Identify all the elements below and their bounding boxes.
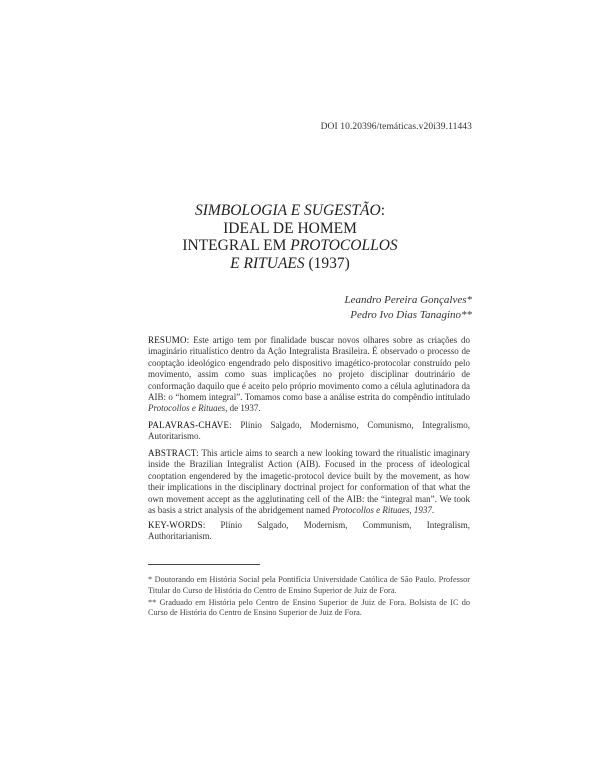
- title-line-1: [140, 202, 440, 220]
- keywords-paragraph: [148, 520, 470, 543]
- title-line-4: [140, 255, 440, 273]
- palavras-chave-text: : Plínio Salgado, Modernismo, Comunismo, Integralismo, Autoritarismo.: [148, 420, 470, 442]
- doi-line: DOI 10.20396/temáticas.v20i39.11443: [320, 122, 472, 132]
- footnote-divider: [148, 564, 260, 565]
- abstract-text: This article aims to search a new looking toward the ritualistic imaginary inside the Brazilian Integralist Action (AIB). Focused in the process of ideological cooptation engendered by the imagetic-protocol device built by the movement, as how their implications in the disciplinary doctrinal project for conformation of that what the own movement accept as the agglutinating cell of the AIB: the “integral man”. We took as basis a strict analysis of the abridgement named: [148, 448, 470, 516]
- abstract-italic: Protocollos e Rituaes, 1937: [332, 505, 432, 516]
- title-line-2: IDEAL DE HOMEM: [223, 219, 357, 237]
- title-line-3-italic: PROTOCOLLOS: [290, 237, 398, 254]
- title-line-4-suffix: (1937): [304, 254, 350, 272]
- resumo-label: RESUMO:: [148, 335, 190, 345]
- title-line-1-colon: :: [380, 202, 385, 219]
- palavras-chave-label: PALAVRAS-CHAVE: [148, 420, 230, 430]
- title-line-3-prefix: INTEGRAL EM: [182, 237, 291, 254]
- footnotes: [148, 575, 470, 620]
- article-title: [140, 202, 440, 272]
- abstract-label: ABSTRACT:: [148, 448, 199, 458]
- author-name: Pedro Ivo Dias Tanagino**: [350, 309, 472, 321]
- abstract-tail: .: [431, 505, 435, 516]
- title-line-1-italic: SIMBOLOGIA E SUGESTÃO: [194, 202, 381, 219]
- title-line-3: [140, 237, 440, 255]
- title-line-4-italic: E RITUAES: [230, 254, 305, 272]
- resumo-paragraph: [148, 335, 470, 415]
- resumo-italic: Protocollos e Rituaes: [148, 403, 226, 414]
- keywords-label: KEY-WORDS: [148, 520, 203, 530]
- abstract-paragraph: [148, 448, 470, 516]
- palavras-chave-paragraph: [148, 420, 470, 443]
- resumo-text: Este artigo tem por finalidade buscar novos olhares sobre as criações do imaginário ritualístico dentro da Ação Integralista Brasileira. É observado o processo de cooptação ideológico engendrado pelo dispositivo imagético-protocolar construído pelo movimento, assim como suas implicações no projeto disciplinar doutrinário de conformação daquilo que é aceito pelo próprio movimento como a célula aglutinadora da AIB: o “homem integral”. Tomamos como base a análise estrita do compêndio intitulado: [148, 335, 470, 403]
- resumo-tail: , de 1937.: [225, 403, 261, 414]
- author-list: [345, 293, 473, 323]
- footnote: * Doutorando em História Social pela Pontifícia Universidade Católica de São Paulo. Professor Titular do Curso de História do Centro de Ensino Superior de Juiz de Fora.: [148, 575, 470, 595]
- footnote: ** Graduado em História pelo Centro de Ensino Superior de Juiz de Fora. Bolsista de IC do Curso de História do Centro de Ensino Superior de Juiz de Fora.: [148, 597, 470, 618]
- keywords-text: : Plínio Salgado, Modernism, Communism, Integralism, Authoritarianism.: [148, 520, 470, 542]
- author-name: Leandro Pereira Gonçalves*: [344, 294, 472, 306]
